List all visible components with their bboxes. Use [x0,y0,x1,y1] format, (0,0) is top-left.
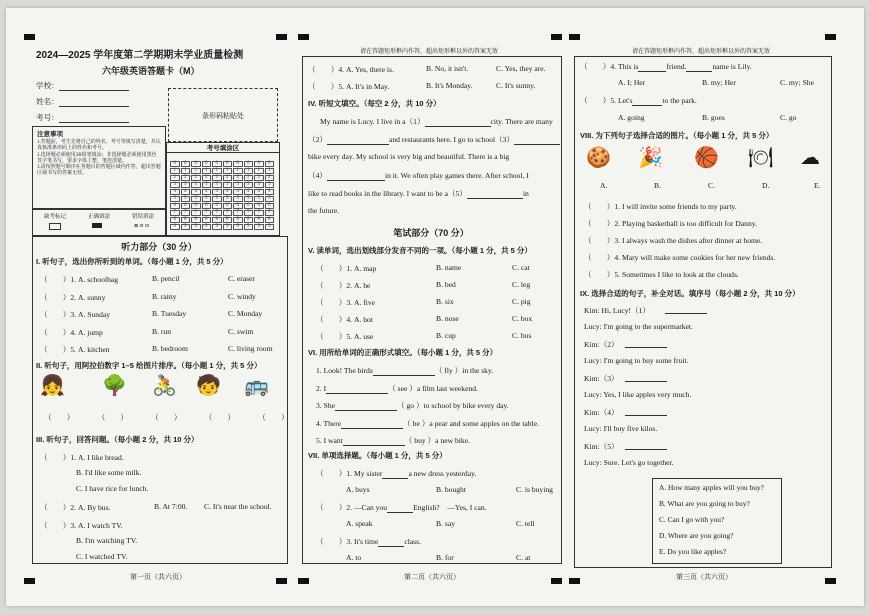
alignment-mark [569,34,580,40]
alignment-mark [298,34,309,40]
question-row[interactable]: （ ）1. I will invite some friends to my party. [584,202,737,211]
sheet-title: 2024—2025 学年度第二学期期末学业质量检测 [36,50,244,61]
page-footer: 第二页（共六页） [404,573,460,581]
digit-bubble[interactable]: 0 [202,161,212,167]
alignment-mark [551,34,562,40]
digit-bubble[interactable]: 7 [170,210,180,216]
digit-bubble[interactable]: 1 [233,168,243,174]
digit-bubble[interactable]: 1 [181,168,191,174]
answer-blank[interactable] [625,373,667,382]
alignment-mark [825,34,836,40]
boy-icon: 🧒 [196,375,221,397]
option-b: B. pencil [152,274,180,283]
digit-bubble[interactable]: 4 [223,189,233,195]
digit-bubble[interactable]: 7 [181,210,191,216]
option-c: C. bus [512,331,532,340]
digit-bubble[interactable]: 9 [233,224,243,230]
picture-answer-slots[interactable]: （ ） （ ） （ ） （ ） （ ） [44,413,289,422]
answer-sheet: 2024—2025 学年度第二学期期末学业质量检测 六年级英语答题卡（M） 学校： 姓名： 考号： 条形码粘贴处 注意事项 1.答题前，考生先将自己的姓名、考号等填写清楚，并认真核准条形码上的姓名和考号。 2.选择题必须使用2B铅笔填涂；非选择题必须使用黑色签字笔书写，要求字体工整，笔迹清楚。 3.请按照题号顺序在各题目的答题区域内作答，超出答题区域书写的答案无效。 考号填涂区 0 0 0 0 0 0 0 0 0 0 1 1 1 1 1 1 1 1 1 1 2 2 2 2 2 2 2 2 2 2 3 3 3 3 3 3 3 3 3 3 4 4 4 4 4 4 4 4 4 4 5 5 5 5 5 5 5 5 5 5 6 6 6 6 6 6 6 6 6 6 7 7 7 7 7 7 7 7 7 7 8 8 8 8 8 8 8 8 8 8 9 9 9 9 9 9 9 9 9 9 缺考标记 正确填涂 错误填涂 ⊠ ⊘ ⊡ 听力部分（30 分） I. 听句子，选出你所听到的单词。（每小题 1 分，共 5 分） （ ）1. A. schoolbag B. pencil C. eraser （ ）2. A. sunny B. rainy C. windy （ ）3. A. Sunday B. Tuesday C. Monday （ ）4. A. jump B. run C. swim （ ）5. A. kitchen B. bedroom C. living room II. 听句子，用阿拉伯数字 1–5 给图片排序。（每小题 1 分，共 5 分） 👧 🌳 🚴 🧒 🚌 （ ） （ ） （ ） （ ） （ ） III. 听句子，回答问题。（每小题 2 分，共 10 分） （ ）1. A. I like bread. B. I'd like some milk. C. I have rice for lunch. （ ）2. A. By bus. B. At 7:00. C. It's near the school. （ ）3. A. I watch TV. B. I'm watching TV. C. I watched TV. 第一页（共六页） 请在答题矩形框内作答，超出矩形框以外的答案无效 （ ）4. A. Yes, there is. B. No, it isn't. C. Yes, they are. （ ）5. A. It's in May. B. It's Monday. C. It's sunny. IV. 听短文填空。（每空 2 分，共 10 分） My name is Lucy. I live in a（1） city. There are many （2） and restaurants here. I go to school（3） bike every day. My school is very big and beautiful. There is a big （4） in it. We often play games there. After school, I like to read books in the library. I want to be a（5） in the future. 笔试部分（70 分） V. 读单词，选出划线部分发音不同的一项。（每小题 1 分，共 5 分） （ ）1. A. map B. name C. cat （ ）2. A. he B. bed C. leg （ ）3. A. five B. six C. pig （ ）4. A. hot B. nose C. box （ ）5. A. use B. cup C. bus VI. 用所给单词的正确形式填空。（每小题 1 分，共 5 分） 1. Look! The birds （ fly ）in the sky. 2. I （ see ）a film last weekend. 3. She （ go ）to school by bike every day. 4. There （ be ）a pear and some apples on the table. 5. I want （ buy ）a new bike. VII. 单项选择题。（每小题 1 分，共 5 分） （ ）1. My sister a new dress yesterday. A. buys B. bought C. is buying （ ）2. —Can you English? —Yes, I can. A. speak B. say C. tell （ ）3. It's time class. A. to B. for C. at 第二页（共六页） 请在答题矩形框内作答，超出矩形框以外的答案无效 （ ）4. This is friend. name is Lily. A. I; Her B. my; Her C. my; She （ ）5. Let's to the park. A. going B. goes C. go VIII. 为下列句子选择合适的图片。（每小题 1 分，共 5 分） 🍪 🎉 🏀 🍽 ☁ A. B. C. D. E. （ ）1. I will invite some friends to my party. （ ）2. Playing basketball is too difficult for Danny. （ ）3. I always wash the dishes after dinner at home. （ ）4. Mary will make some cookies for her new friends. （ ）5. Sometimes I like to look at the clouds. IX. 选择合适的句子，补全对话。填序号（每小题 2 分，共 10 分） Kim: Hi, Lucy!（1） Lucy: I'm going to the supermarket. Kim:（2） Lucy: I'm going to buy some fruit. Kim:（3） Lucy: Yes, I like apples very much. Kim:（4） Lucy: I'll buy five kilos. Kim:（5） Lucy: Sure. Let's go together. A. How many apples will you buy? B. What are you going to buy? C. Can I go with you? D. Where are you going? E. Do you like apples? 第三页（共六页） [6,8,864,606]
fill-in-row[interactable]: 4. There （ be ）a pear and some apples on the table. [316,418,539,428]
legend-box: 缺考标记 正确填涂 错误填涂 ⊠ ⊘ ⊡ [32,208,166,236]
barcode-area: 条形码粘贴处 [168,88,278,142]
fill-in-row[interactable]: 1. Look! The birds （ fly ）in the sky. [316,366,494,375]
girl-reading-icon: 👧 [40,375,65,397]
exam-number-grid: 考号填涂区 0 0 0 0 0 0 0 0 0 0 1 1 1 1 1 1 1 1 1 1 2 2 2 2 2 2 2 2 2 2 3 3 3 3 3 3 3 3 3 3 4 4 4 4 4 4 4 4 4 4 5 5 5 5 5 5 5 5 5 5 6 6 6 6 6 6 6 6 6 6 7 7 7 7 7 7 7 7 7 7 8 8 8 8 8 8 8 8 8 8 9 9 9 9 9 9 9 9 9 9 [166,142,280,236]
question-row[interactable]: （ ）2. A. he [316,281,371,290]
question-row[interactable]: （ ）5. A. kitchen [40,345,110,354]
dishes-icon: 🍽 [748,147,774,169]
digit-bubble[interactable]: 3 [170,182,180,188]
digit-bubble[interactable]: 0 [265,161,275,167]
passage-line[interactable]: My name is Lucy. I live in a（1） city. There are many [320,117,553,126]
clouds-icon: ☁ [800,147,820,169]
option-c: C. leg [512,280,531,289]
digit-bubble[interactable]: 2 [223,175,233,181]
digit-bubble[interactable]: 3 [202,182,212,188]
digit-bubble[interactable]: 6 [191,203,201,209]
passage-line[interactable]: like to read books in the library. I want to be a（5） in [308,189,529,198]
question-row[interactable]: （ ）1. A. schoolbag [40,275,119,284]
question-row[interactable]: （ ）2. A. sunny [40,292,106,302]
dialogue-options [652,478,782,564]
digit-bubble[interactable]: 4 [191,189,201,195]
digit-bubble[interactable]: 1 [223,168,233,174]
option-b: B. six [436,297,454,306]
digit-bubble[interactable]: 8 [223,217,233,223]
digit-bubble[interactable]: 1 [170,168,180,174]
digit-bubble[interactable]: 7 [202,210,212,216]
digit-bubble[interactable]: 2 [212,175,222,181]
option-item: A. How many apples will you buy? [659,483,764,492]
digit-bubble[interactable]: 7 [254,210,264,216]
digit-bubble[interactable]: 5 [223,196,233,202]
party-icon: 🎉 [638,147,663,169]
digit-bubble[interactable]: 1 [191,168,201,174]
option-b: B. bed [436,280,456,289]
fill-in-row[interactable]: 2. I （ see ）a film last weekend. [316,383,478,393]
dialogue-line[interactable]: Kim: Hi, Lucy!（1） [584,306,651,315]
answer-blank[interactable] [665,305,707,314]
exam-number-field[interactable]: 考号： [36,112,129,123]
fill-in-row[interactable]: 5. I want （ buy ）a new bike. [316,436,470,445]
option-b: B. run [152,326,171,336]
digit-bubble[interactable]: 2 [181,175,191,181]
digit-bubble[interactable]: 8 [170,217,180,223]
dialogue-line: Lucy: I'll buy five kilos. [584,424,658,433]
question-row[interactable]: （ ）4. Mary will make some cookies for her new friends. [584,253,776,262]
digit-bubble[interactable]: 1 [244,168,254,174]
basketball-icon: 🏀 [694,147,719,169]
question-row[interactable]: （ ）5. Sometimes I like to look at the clouds. [584,270,739,279]
dialogue-line: Lucy: I'm going to buy some fruit. [584,356,689,365]
digit-bubble[interactable]: 8 [191,217,201,223]
question-row[interactable]: （ ）4. A. jump [40,327,103,337]
digit-bubble[interactable]: 2 [254,175,264,181]
digit-bubble[interactable]: 9 [254,224,264,230]
digit-bubble[interactable]: 7 [212,210,222,216]
question-row[interactable]: （ ）5. A. use [316,332,374,341]
digit-bubble[interactable]: 0 [233,161,243,167]
option-b: B. Tuesday [152,309,187,318]
digit-bubble[interactable]: 4 [233,189,243,195]
question-row[interactable]: （ ）1. A. map [316,264,377,273]
digit-bubble[interactable]: 3 [212,182,222,188]
option-c: C. Monday [228,309,263,318]
sheet-subtitle: 六年级英语答题卡（M） [102,66,200,76]
question-row[interactable]: （ ）3. A. Sunday [40,310,111,319]
alignment-mark [276,578,287,584]
digit-bubble[interactable]: 0 [170,161,180,167]
option-c: C. pig [512,297,531,306]
alignment-mark [551,578,562,584]
digit-bubble[interactable]: 4 [181,189,191,195]
digit-bubble[interactable]: 6 [244,203,254,209]
passage-line[interactable]: （4） in it. We often play games there. After school, I [308,171,529,180]
digit-bubble[interactable]: 2 [244,175,254,181]
digit-bubble[interactable]: 7 [223,210,233,216]
answer-blank[interactable] [625,339,667,348]
digit-bubble[interactable]: 4 [265,189,275,195]
alignment-mark [24,578,35,584]
digit-bubble[interactable]: 0 [223,161,233,167]
digit-bubble[interactable]: 7 [233,210,243,216]
question-row[interactable]: （ ）4. A. hot [316,315,373,324]
option-c: C. swim [228,326,254,336]
digit-bubble[interactable]: 8 [233,217,243,223]
digit-bubble[interactable]: 8 [212,217,222,223]
digit-bubble[interactable]: 8 [181,217,191,223]
school-field[interactable]: 学校： [36,80,129,91]
digit-bubbles[interactable] [170,161,274,230]
digit-bubble[interactable]: 2 [233,175,243,181]
digit-bubble[interactable]: 9 [170,224,180,230]
digit-bubble[interactable]: 2 [265,175,275,181]
alignment-mark [825,578,836,584]
digit-bubble[interactable]: 9 [223,224,233,230]
digit-bubble[interactable]: 0 [191,161,201,167]
alignment-mark [569,578,580,584]
digit-bubble[interactable]: 7 [244,210,254,216]
page-footer: 第三页（共六页） [676,573,732,581]
notes-box: 注意事项 1.答题前，考生先将自己的姓名、考号等填写清楚，并认真核准条形码上的姓名和考号。 2.选择题必须使用2B铅笔填涂；非选择题必须使用黑色签字笔书写，要求字体工整，笔迹清楚。 3.请按照题号顺序在各题目的答题区域内作答，超出答题区域书写的答案无效。 [32,126,166,210]
notes-list: 1.答题前，考生先将自己的姓名、考号等填写清楚，并认真核准条形码上的姓名和考号。 2.选择题必须使用2B铅笔填涂；非选择题必须使用黑色签字笔书写，要求字体工整，笔迹清楚。 3.请按照题号顺序在各题目的答题区域内作答，超出答题区域书写的答案无效。 [37,140,161,177]
fill-in-row[interactable]: 3. She （ go ）to school by bike every day. [316,401,509,410]
dialogue-line: Lucy: I'm going to the supermarket. [584,322,693,331]
bus-icon: 🚌 [244,375,269,397]
option-item: E. Do you like apples? [659,547,727,556]
answer-blank[interactable] [625,407,667,416]
digit-bubble[interactable]: 5 [265,196,275,202]
digit-bubble[interactable]: 5 [181,196,191,202]
tree-icon: 🌳 [102,375,127,397]
digit-bubble[interactable]: 1 [254,168,264,174]
digit-bubble[interactable]: 3 [181,182,191,188]
digit-bubble[interactable]: 4 [170,189,180,195]
digit-bubble[interactable]: 1 [212,168,222,174]
digit-bubble[interactable]: 1 [202,168,212,174]
option-c: C. windy [228,291,256,301]
alignment-mark [24,34,35,40]
digit-bubble[interactable]: 0 [181,161,191,167]
dialogue-line[interactable]: Kim:（3） [584,374,619,383]
digit-bubble[interactable]: 7 [265,210,275,216]
digit-bubble[interactable]: 5 [191,196,201,202]
listening-title: 听力部分（30 分） [121,242,197,252]
digit-bubble[interactable]: 3 [191,182,201,188]
digit-bubble[interactable]: 6 [212,203,222,209]
option-c: C. eraser [228,274,255,283]
digit-bubble[interactable]: 9 [212,224,222,230]
dialogue-line[interactable]: Kim:（2） [584,340,619,349]
option-item: B. What are you going to buy? [659,499,750,508]
digit-bubble[interactable]: 8 [254,217,264,223]
dialogue-line[interactable]: Kim:（4） [584,408,619,417]
digit-bubble[interactable]: 3 [223,182,233,188]
digit-bubble[interactable]: 9 [181,224,191,230]
passage-line[interactable]: （2） and restaurants here. I go to school（3） [308,134,560,145]
question-row[interactable]: （ ）3. A. five [316,298,376,307]
digit-bubble[interactable]: 0 [212,161,222,167]
alignment-mark [276,34,287,40]
digit-bubble[interactable]: 5 [170,196,180,202]
option-c: C. box [512,314,533,323]
option-c: C. cat [512,263,530,272]
digit-bubble[interactable]: 8 [202,217,212,223]
option-b: B. rainy [152,291,177,301]
digit-bubble[interactable]: 9 [265,224,275,230]
digit-bubble[interactable]: 6 [181,203,191,209]
option-b: B. name [436,263,462,272]
listening-section [32,236,288,564]
option-b: B. bedroom [152,344,188,353]
option-b: B. nose [436,314,459,323]
digit-bubble[interactable]: 6 [223,203,233,209]
digit-bubble[interactable]: 6 [233,203,243,209]
digit-bubble[interactable]: 7 [191,210,201,216]
digit-bubble[interactable]: 2 [170,175,180,181]
digit-bubble[interactable]: 8 [265,217,275,223]
digit-bubble[interactable]: 5 [254,196,264,202]
digit-bubble[interactable]: 8 [244,217,254,223]
digit-bubble[interactable]: 9 [191,224,201,230]
digit-bubble[interactable]: 4 [202,189,212,195]
option-c: C. living room [228,344,273,353]
digit-bubble[interactable]: 0 [254,161,264,167]
digit-bubble[interactable]: 2 [202,175,212,181]
digit-bubble[interactable]: 1 [265,168,275,174]
digit-bubble[interactable]: 4 [212,189,222,195]
digit-bubble[interactable]: 5 [233,196,243,202]
dialogue-line[interactable]: Kim:（5） [584,442,619,451]
question-row[interactable]: （ ）3. I always wash the dishes after dinner at home. [584,236,763,245]
dialogue-line: Lucy: Sure. Let's go together. [584,458,674,467]
cyclist-icon: 🚴 [152,375,177,397]
option-b: B. cup [436,331,456,340]
written-title: 笔试部分（70 分） [393,228,469,238]
digit-bubble[interactable]: 5 [212,196,222,202]
digit-bubble[interactable]: 9 [202,224,212,230]
digit-bubble[interactable]: 3 [265,182,275,188]
dialogue-line: Lucy: Yes, I like apples very much. [584,390,692,399]
digit-bubble[interactable]: 6 [202,203,212,209]
digit-bubble[interactable]: 4 [244,189,254,195]
page-footer: 第一页（共六页） [130,573,186,581]
digit-bubble[interactable]: 5 [244,196,254,202]
digit-bubble[interactable]: 6 [254,203,264,209]
digit-bubble[interactable]: 0 [244,161,254,167]
digit-bubble[interactable]: 4 [254,189,264,195]
option-item: C. Can I go with you? [659,515,725,524]
digit-bubble[interactable]: 3 [244,182,254,188]
notice: 请在答题矩形框内作答，超出矩形框以外的答案无效 [631,49,770,55]
alignment-mark [298,578,309,584]
digit-bubble[interactable]: 3 [254,182,264,188]
answer-blank[interactable] [625,441,667,450]
digit-bubble[interactable]: 3 [233,182,243,188]
notice: 请在答题矩形框内作答，超出矩形框以外的答案无效 [359,49,498,55]
name-field[interactable]: 姓名： [36,96,129,107]
digit-bubble[interactable]: 6 [265,203,275,209]
question-row[interactable]: （ ）2. Playing basketball is too difficult for Danny. [584,219,757,228]
digit-bubble[interactable]: 6 [170,203,180,209]
option-item: D. Where are you going? [659,531,734,540]
digit-bubble[interactable]: 5 [202,196,212,202]
digit-bubble[interactable]: 2 [191,175,201,181]
digit-bubble[interactable]: 9 [244,224,254,230]
cookies-icon: 🍪 [586,147,611,169]
